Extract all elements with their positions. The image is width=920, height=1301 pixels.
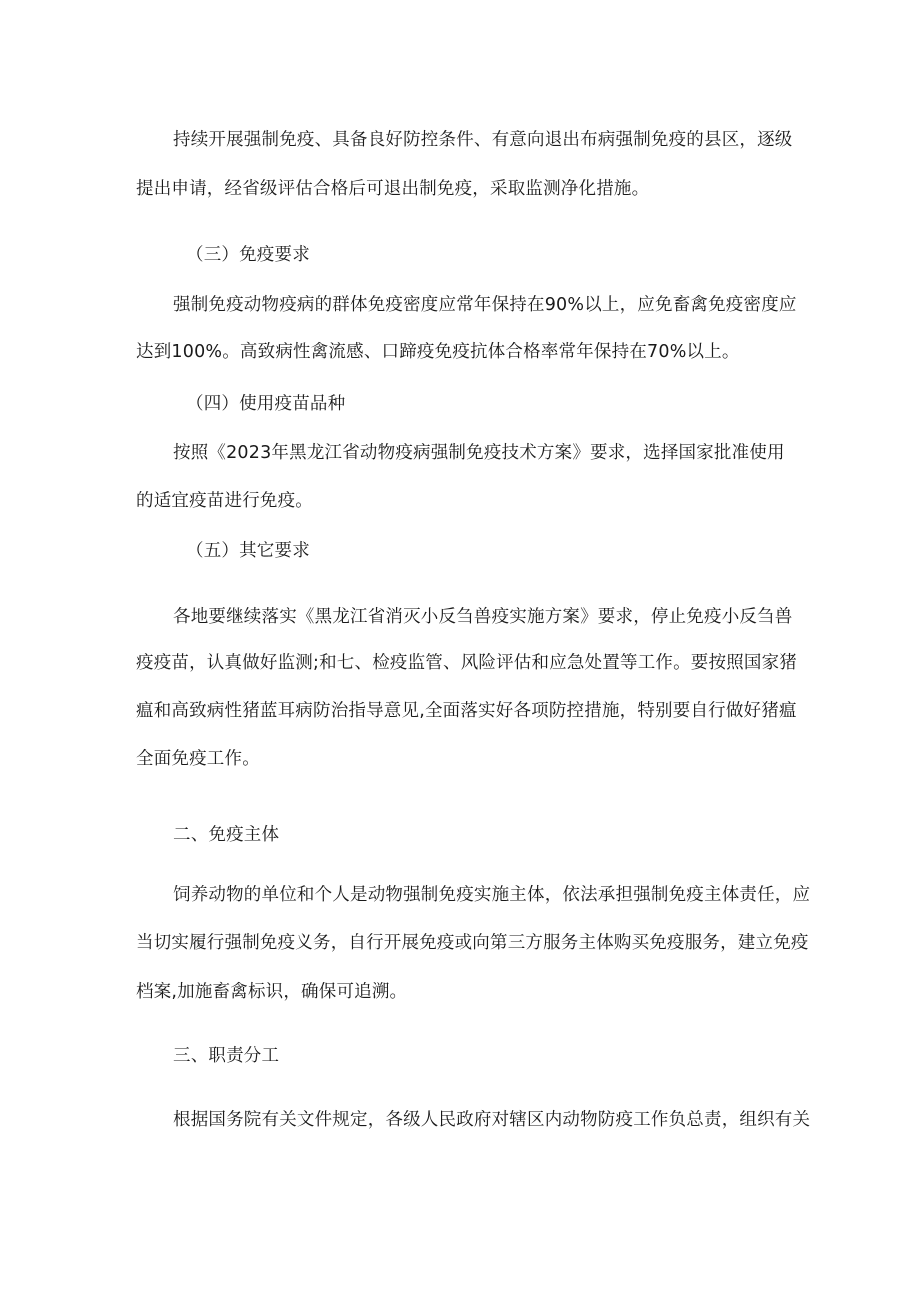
section-heading: 三、职责分工 bbox=[173, 1046, 280, 1066]
paragraph-line: 强制免疫动物疫病的群体免疫密度应常年保持在90%以上，应免畜禽免疫密度应 bbox=[173, 295, 797, 315]
paragraph-line: 瘟和高致病性猪蓝耳病防治指导意见,全面落实好各项防控措施，特别要自行做好猪瘟 bbox=[136, 701, 797, 721]
section-heading: （五）其它要求 bbox=[186, 541, 310, 561]
paragraph-line: 根据国务院有关文件规定，各级人民政府对辖区内动物防疫工作负总责，组织有关 bbox=[173, 1110, 811, 1130]
paragraph-line: 提出申请，经省级评估合格后可退出制免疫，采取监测净化措施。 bbox=[136, 179, 650, 199]
paragraph-line: 档案,加施畜禽标识，确保可追溯。 bbox=[136, 982, 408, 1002]
paragraph-line: 达到100%。高致病性禽流感、口蹄疫免疫抗体合格率常年保持在70%以上。 bbox=[136, 342, 740, 362]
section-heading: 二、免疫主体 bbox=[173, 825, 280, 845]
paragraph-line: 疫疫苗，认真做好监测;和七、检疫监管、风险评估和应急处置等工作。要按照国家猪 bbox=[136, 653, 797, 673]
paragraph-line: 当切实履行强制免疫义务，自行开展免疫或向第三方服务主体购买免疫服务，建立免疫 bbox=[136, 933, 809, 953]
paragraph-line: 持续开展强制免疫、具备良好防控条件、有意向退出布病强制免疫的县区，逐级 bbox=[173, 130, 793, 150]
paragraph-line: 全面免疫工作。 bbox=[136, 749, 260, 769]
paragraph-line: 按照《2023年黑龙江省动物疫病强制免疫技术方案》要求，选择国家批准使用 bbox=[173, 443, 785, 463]
paragraph-line: 的适宜疫苗进行免疫。 bbox=[136, 491, 313, 511]
section-heading: （三）免疫要求 bbox=[186, 245, 310, 265]
paragraph-line: 饲养动物的单位和个人是动物强制免疫实施主体，依法承担强制免疫主体责任，应 bbox=[173, 885, 811, 905]
paragraph-line: 各地要继续落实《黑龙江省消灭小反刍兽疫实施方案》要求，停止免疫小反刍兽 bbox=[173, 607, 793, 627]
section-heading: （四）使用疫苗品种 bbox=[186, 394, 346, 414]
